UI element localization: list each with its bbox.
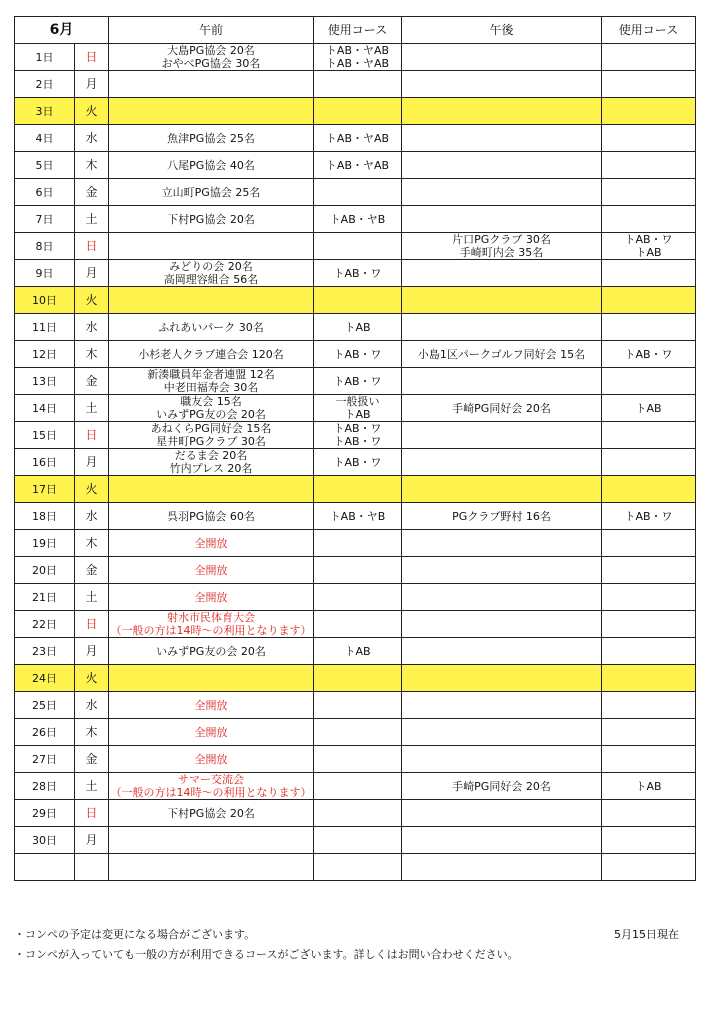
weekday-cell: 日 (75, 800, 109, 827)
pm-cell (402, 71, 602, 98)
weekday-cell: 月 (75, 71, 109, 98)
date-cell: 7日 (15, 206, 75, 233)
pm-course-cell (602, 773, 696, 800)
am-open-note: 全開放 (194, 536, 228, 550)
am-group: 呉羽PG協会 60名 (167, 509, 255, 523)
date-cell: 3日 (15, 98, 75, 125)
pm-course-cell (602, 719, 696, 746)
pm-course: トAB (635, 401, 662, 415)
pm-cell (402, 395, 602, 422)
pm-cell (402, 584, 602, 611)
pm-course-cell (602, 584, 696, 611)
am-open-note: 全開放 (194, 590, 228, 604)
weekday-cell: 金 (75, 746, 109, 773)
weekday-cell: 木 (75, 530, 109, 557)
schedule-row (15, 773, 696, 800)
schedule-row (15, 368, 696, 395)
am-group: 職友会 15名 (180, 395, 242, 408)
pm-cell (402, 98, 602, 125)
schedule-row (15, 395, 696, 422)
am-group: おやべPG協会 30名 (161, 57, 261, 70)
date-cell: 22日 (15, 611, 75, 638)
am-course: トAB・ワ (333, 455, 382, 469)
am-group: ふれあいパーク 30名 (158, 320, 264, 334)
am-course-cell (314, 314, 402, 341)
date-cell: 27日 (15, 746, 75, 773)
am-course-cell (314, 800, 402, 827)
am-group: いみずPG友の会 20名 (156, 408, 266, 421)
pm-course-cell (602, 449, 696, 476)
am-course-cell (314, 98, 402, 125)
pm-cell (402, 638, 602, 665)
pm-cell (402, 287, 602, 314)
pm-course-cell (602, 476, 696, 503)
am-cell (109, 98, 314, 125)
weekday-cell: 月 (75, 449, 109, 476)
pm-course-cell (602, 746, 696, 773)
am-course-cell (314, 854, 402, 881)
am-open-note: 全開放 (194, 752, 228, 766)
am-cell (109, 665, 314, 692)
note-line-1 (14, 925, 695, 945)
pm-cell (402, 449, 602, 476)
am-course: トAB・ヤB (329, 509, 386, 523)
date-cell: 28日 (15, 773, 75, 800)
notes (14, 925, 695, 965)
date-cell: 8日 (15, 233, 75, 260)
am-cell (109, 584, 314, 611)
weekday-cell: 月 (75, 260, 109, 287)
am-course-cell (314, 341, 402, 368)
weekday-cell: 日 (75, 422, 109, 449)
am-course-cell (314, 206, 402, 233)
am-cell (109, 152, 314, 179)
date-cell: 18日 (15, 503, 75, 530)
am-group: 下村PG協会 20名 (167, 212, 255, 226)
am-course: トAB・ワ (333, 347, 382, 361)
weekday-cell: 土 (75, 584, 109, 611)
am-course: トAB・ヤB (329, 212, 386, 226)
am-course: トAB・ヤAB (325, 158, 390, 172)
am-open-note: 全開放 (194, 698, 228, 712)
schedule-row (15, 98, 696, 125)
am-open-note: 射水市民体育大会 (167, 611, 255, 624)
am-course-cell (314, 125, 402, 152)
schedule-row (15, 638, 696, 665)
am-cell (109, 395, 314, 422)
pm-course: トAB・ワ (624, 347, 673, 361)
am-group: 大島PG協会 20名 (167, 44, 255, 57)
am-course-cell (314, 260, 402, 287)
schedule-row (15, 71, 696, 98)
date-cell: 21日 (15, 584, 75, 611)
pm-course-cell (602, 98, 696, 125)
am-course-cell (314, 44, 402, 71)
schedule-row (15, 827, 696, 854)
am-group: みどりの会 20名 (169, 260, 253, 273)
date-cell: 17日 (15, 476, 75, 503)
am-group: 小杉老人クラブ連合会 120名 (138, 347, 284, 361)
am-header: 午前 (109, 17, 314, 44)
pm-course-cell (602, 341, 696, 368)
am-course: トAB・ワ (333, 422, 382, 435)
am-course-cell (314, 827, 402, 854)
am-course-cell (314, 719, 402, 746)
weekday-cell: 水 (75, 503, 109, 530)
am-cell (109, 773, 314, 800)
schedule-row (15, 665, 696, 692)
date-cell: 19日 (15, 530, 75, 557)
weekday-cell: 金 (75, 179, 109, 206)
weekday-cell: 土 (75, 206, 109, 233)
pm-course-cell (602, 692, 696, 719)
am-course: 一般扱い (335, 395, 380, 408)
am-course-cell (314, 665, 402, 692)
date-cell (15, 854, 75, 881)
am-course-cell (314, 746, 402, 773)
weekday-cell: 日 (75, 44, 109, 71)
am-cell (109, 611, 314, 638)
am-cell (109, 71, 314, 98)
am-group: 星井町PGクラブ 30名 (156, 435, 266, 448)
date-cell: 13日 (15, 368, 75, 395)
pm-group: 手崎PG同好会 20名 (452, 779, 551, 793)
am-course-cell (314, 476, 402, 503)
am-cell (109, 44, 314, 71)
am-group: 中老田福寿会 30名 (163, 381, 259, 394)
pm-course-cell (602, 665, 696, 692)
am-course: トAB (344, 320, 371, 334)
note-change: ・コンペの予定は変更になる場合がございます。 (14, 928, 256, 941)
weekday-cell: 土 (75, 395, 109, 422)
date-cell: 20日 (15, 557, 75, 584)
weekday-cell: 金 (75, 368, 109, 395)
am-course: トAB・ヤAB (325, 131, 390, 145)
am-cell (109, 557, 314, 584)
pm-cell (402, 611, 602, 638)
am-course-cell (314, 71, 402, 98)
am-cell (109, 746, 314, 773)
am-course-cell (314, 611, 402, 638)
am-course: トAB・ワ (333, 374, 382, 388)
weekday-cell: 水 (75, 125, 109, 152)
pm-course-cell (602, 827, 696, 854)
am-course-cell (314, 503, 402, 530)
am-group: 八尾PG協会 40名 (167, 158, 255, 172)
weekday-cell (75, 854, 109, 881)
pm-cell (402, 44, 602, 71)
pm-course-cell (602, 71, 696, 98)
schedule-table (14, 16, 696, 881)
am-cell (109, 260, 314, 287)
pm-cell (402, 125, 602, 152)
pm-cell (402, 503, 602, 530)
am-course: トAB・ワ (333, 435, 382, 448)
am-cell (109, 530, 314, 557)
am-cell (109, 368, 314, 395)
schedule-row (15, 233, 696, 260)
schedule-row (15, 44, 696, 71)
pm-cell (402, 476, 602, 503)
schedule-row (15, 557, 696, 584)
pm-cell (402, 179, 602, 206)
schedule-row (15, 125, 696, 152)
pm-course: トAB (635, 246, 662, 259)
pm-course-cell (602, 314, 696, 341)
weekday-cell: 水 (75, 314, 109, 341)
weekday-cell: 日 (75, 233, 109, 260)
pm-cell (402, 422, 602, 449)
schedule-row (15, 341, 696, 368)
am-cell (109, 827, 314, 854)
am-cell (109, 125, 314, 152)
am-course-cell (314, 152, 402, 179)
date-cell: 6日 (15, 179, 75, 206)
schedule-row (15, 692, 696, 719)
pm-course-cell (602, 179, 696, 206)
am-course: トAB (344, 408, 371, 421)
am-course-cell (314, 422, 402, 449)
weekday-cell: 月 (75, 827, 109, 854)
date-cell: 5日 (15, 152, 75, 179)
schedule-row (15, 800, 696, 827)
schedule-row (15, 287, 696, 314)
am-course-cell (314, 395, 402, 422)
am-course-cell (314, 584, 402, 611)
weekday-cell: 水 (75, 692, 109, 719)
pm-cell (402, 314, 602, 341)
pm-group: 手崎町内会 35名 (459, 246, 544, 259)
pm-cell (402, 854, 602, 881)
am-course-cell (314, 233, 402, 260)
am-open-note: 全開放 (194, 563, 228, 577)
pm-cell (402, 206, 602, 233)
weekday-cell: 日 (75, 611, 109, 638)
am-open-note: サマー交流会 (178, 773, 244, 786)
am-cell (109, 233, 314, 260)
am-cell (109, 854, 314, 881)
pm-course-cell (602, 206, 696, 233)
am-cell (109, 179, 314, 206)
am-group: 高岡理容組合 56名 (163, 273, 259, 286)
pm-cell (402, 746, 602, 773)
schedule-row (15, 476, 696, 503)
pm-cell (402, 719, 602, 746)
pm-cell (402, 827, 602, 854)
am-group: あねくらPG同好会 15名 (150, 422, 272, 435)
schedule-row (15, 611, 696, 638)
am-open-note: 全開放 (194, 725, 228, 739)
pm-cell (402, 530, 602, 557)
date-cell: 15日 (15, 422, 75, 449)
pm-cell (402, 692, 602, 719)
date-cell: 1日 (15, 44, 75, 71)
am-course-cell (314, 773, 402, 800)
am-cell (109, 476, 314, 503)
am-cell (109, 314, 314, 341)
am-course-cell (314, 368, 402, 395)
am-course-cell (314, 530, 402, 557)
am-course-cell (314, 179, 402, 206)
schedule-sheet (14, 16, 695, 881)
pm-course-cell (602, 260, 696, 287)
pm-cell (402, 800, 602, 827)
weekday-cell: 木 (75, 719, 109, 746)
pm-course-cell (602, 395, 696, 422)
date-cell: 23日 (15, 638, 75, 665)
pm-cell (402, 152, 602, 179)
date-cell: 29日 (15, 800, 75, 827)
am-cell (109, 719, 314, 746)
pm-group: 小島1区パークゴルフ同好会 15名 (417, 347, 586, 361)
weekday-cell: 金 (75, 557, 109, 584)
pm-cell (402, 557, 602, 584)
am-cell (109, 341, 314, 368)
am-group: 竹内プレス 20名 (169, 462, 253, 475)
schedule-row (15, 152, 696, 179)
pm-course-cell (602, 557, 696, 584)
am-course-cell (314, 638, 402, 665)
am-cell (109, 206, 314, 233)
weekday-cell: 火 (75, 665, 109, 692)
weekday-cell: 火 (75, 98, 109, 125)
am-course: トAB・ヤAB (325, 57, 390, 70)
header-row (15, 17, 696, 44)
am-course-header: 使用コース (314, 17, 402, 44)
am-course-cell (314, 557, 402, 584)
pm-course: トAB・ワ (624, 233, 673, 246)
weekday-cell: 木 (75, 152, 109, 179)
pm-course-cell (602, 125, 696, 152)
pm-course-cell (602, 503, 696, 530)
schedule-row (15, 503, 696, 530)
am-group: 下村PG協会 20名 (167, 806, 255, 820)
date-cell: 24日 (15, 665, 75, 692)
pm-cell (402, 773, 602, 800)
pm-course-cell (602, 368, 696, 395)
weekday-cell: 月 (75, 638, 109, 665)
schedule-row (15, 746, 696, 773)
am-course: トAB・ワ (333, 266, 382, 280)
date-cell: 11日 (15, 314, 75, 341)
schedule-body (15, 44, 696, 881)
am-cell (109, 287, 314, 314)
am-cell (109, 800, 314, 827)
am-cell (109, 503, 314, 530)
pm-group: 手崎PG同好会 20名 (452, 401, 551, 415)
weekday-cell: 火 (75, 476, 109, 503)
am-course-cell (314, 287, 402, 314)
date-cell: 9日 (15, 260, 75, 287)
am-course-cell (314, 692, 402, 719)
am-course: トAB・ヤAB (325, 44, 390, 57)
am-open-note: （一般の方は14時～の利用となります） (110, 624, 312, 637)
pm-course-cell (602, 638, 696, 665)
pm-cell (402, 260, 602, 287)
am-open-note: （一般の方は14時～の利用となります） (110, 786, 312, 799)
am-cell (109, 692, 314, 719)
date-cell: 4日 (15, 125, 75, 152)
pm-group: PGクラブ野村 16名 (452, 509, 551, 523)
weekday-cell: 火 (75, 287, 109, 314)
schedule-row (15, 530, 696, 557)
date-cell: 25日 (15, 692, 75, 719)
am-group: 立山町PG協会 25名 (161, 185, 261, 199)
schedule-row (15, 260, 696, 287)
pm-header: 午後 (402, 17, 602, 44)
pm-cell (402, 368, 602, 395)
pm-course-cell (602, 611, 696, 638)
pm-cell (402, 665, 602, 692)
date-cell: 14日 (15, 395, 75, 422)
date-cell: 30日 (15, 827, 75, 854)
am-cell (109, 638, 314, 665)
schedule-row (15, 719, 696, 746)
schedule-row (15, 449, 696, 476)
am-cell (109, 449, 314, 476)
am-group: 新湊職員年金者連盟 12名 (147, 368, 275, 381)
weekday-cell: 木 (75, 341, 109, 368)
am-group: いみずPG友の会 20名 (156, 644, 266, 658)
pm-course-cell (602, 530, 696, 557)
pm-course-cell (602, 152, 696, 179)
schedule-row (15, 206, 696, 233)
pm-course-cell (602, 854, 696, 881)
note-line-2: ・コンペが入っていても一般の方が利用できるコースがございます。詳しくはお問い合わせください。 (14, 948, 519, 961)
schedule-row (15, 422, 696, 449)
pm-cell (402, 341, 602, 368)
date-cell: 10日 (15, 287, 75, 314)
pm-course-header: 使用コース (602, 17, 696, 44)
pm-group: 片口PGクラブ 30名 (452, 233, 551, 246)
pm-course: トAB (635, 779, 662, 793)
pm-course-cell (602, 233, 696, 260)
as-of-date: 5月15日現在 (614, 928, 679, 941)
weekday-cell: 土 (75, 773, 109, 800)
pm-course-cell (602, 287, 696, 314)
pm-course: トAB・ワ (624, 509, 673, 523)
date-cell: 16日 (15, 449, 75, 476)
am-group: だるま会 20名 (174, 449, 248, 462)
schedule-row (15, 179, 696, 206)
date-cell: 12日 (15, 341, 75, 368)
am-cell (109, 422, 314, 449)
am-course: トAB (344, 644, 371, 658)
am-course-cell (314, 449, 402, 476)
schedule-row (15, 584, 696, 611)
pm-course-cell (602, 44, 696, 71)
date-cell: 26日 (15, 719, 75, 746)
pm-cell (402, 233, 602, 260)
schedule-row (15, 854, 696, 881)
month-header: 6月 (15, 17, 109, 44)
date-cell: 2日 (15, 71, 75, 98)
schedule-row (15, 314, 696, 341)
am-group: 魚津PG協会 25名 (167, 131, 255, 145)
pm-course-cell (602, 800, 696, 827)
pm-course-cell (602, 422, 696, 449)
